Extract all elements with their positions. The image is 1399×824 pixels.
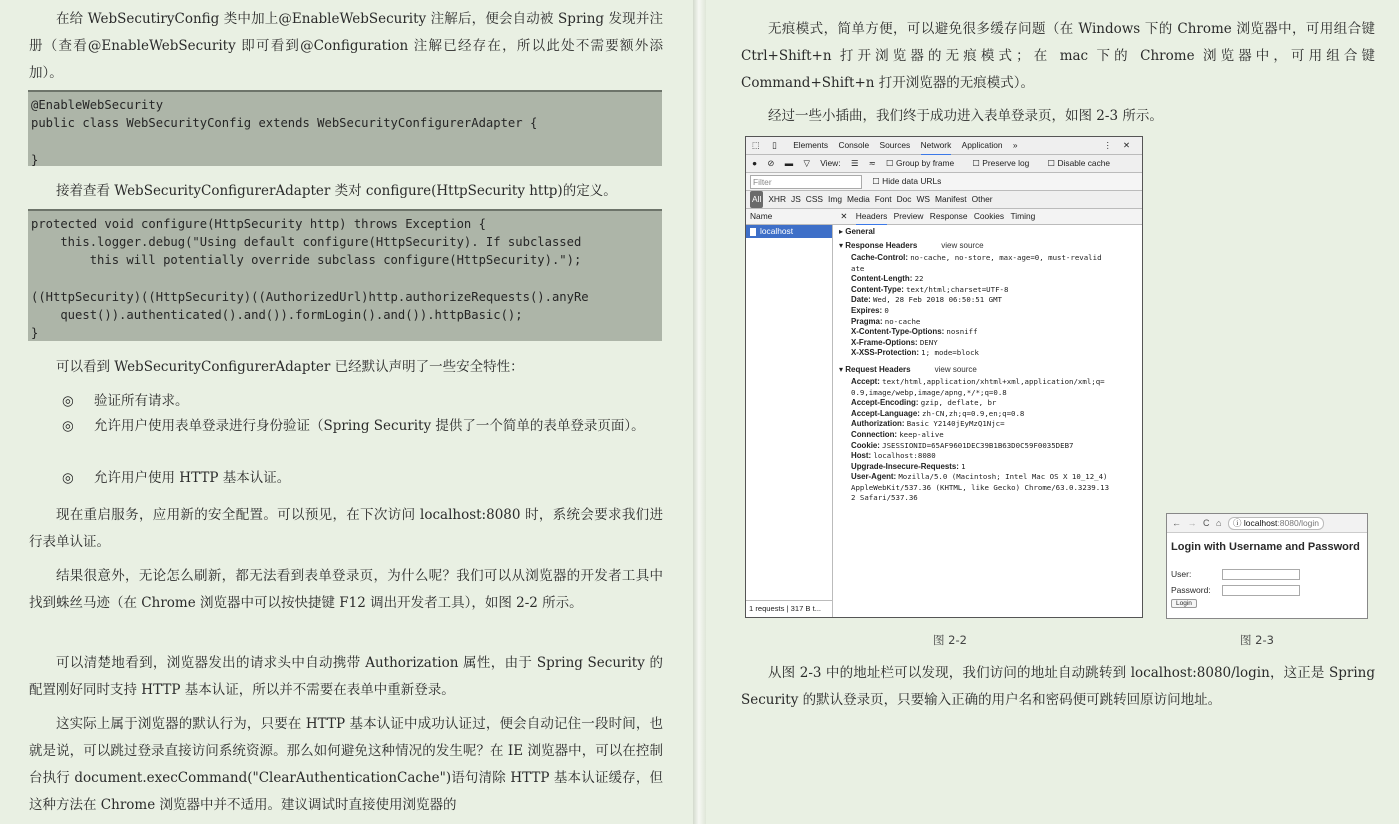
- header-value: Wed, 28 Feb 2018 06:50:51 GMT: [872, 295, 1002, 305]
- code-block-annotation: @EnableWebSecurity public class WebSecurityConfig extends WebSecurityConfigurerAdapter { }: [28, 90, 662, 166]
- login-screenshot: [1166, 513, 1368, 619]
- figure-caption: 图 2-3: [1240, 633, 1274, 647]
- header-value: AppleWebKit/537.36 (KHTML, like Gecko) Chrome/63.0.3239.13: [851, 482, 1110, 492]
- browser-toolbar: [1167, 514, 1367, 533]
- header-key: X-Frame-Options:: [851, 337, 918, 347]
- preserve-log-checkbox[interactable]: ☐ Preserve log: [972, 155, 1037, 172]
- waterfall-icon[interactable]: ≂: [868, 158, 876, 168]
- header-row: [833, 327, 1142, 338]
- header-value: 2 Safari/537.36: [851, 493, 918, 503]
- bullet-icon: ◎: [62, 393, 74, 409]
- header-row: [833, 377, 1142, 388]
- column-header-bar: [746, 209, 1142, 225]
- tab-console[interactable]: Console: [838, 140, 870, 150]
- home-icon[interactable]: ⌂: [1216, 518, 1222, 528]
- response-headers-list: [833, 253, 1142, 359]
- filter-input[interactable]: Filter: [750, 175, 862, 189]
- paragraph: 可以清楚地看到，浏览器发出的请求头中自动携带 Authorization 属性，由于 Spring Security 的配置刚好同时支持 HTTP 基本认证，所以并不需要在表单中重新登录。: [29, 655, 663, 698]
- clear-icon[interactable]: ⊘: [767, 158, 775, 168]
- header-key: Expires:: [851, 305, 883, 315]
- filter-font[interactable]: Font: [874, 194, 892, 204]
- close-detail-icon[interactable]: ✕: [840, 211, 848, 221]
- paragraph: 现在重启服务，应用新的安全配置。可以预见，在下次访问 localhost:8080 时，系统会要求我们进行表单认证。: [29, 507, 663, 550]
- code-block-configure: protected void configure(HttpSecurity http) throws Exception { this.logger.debug("Using default configure(HttpSecurity). If subclassed this will potentially override subclass configure(HttpSecurity)."); ((HttpSecurity)((HttpSecurity)((AuthorizedUrl)http.authorizeRequests().anyRe quest()).authenticated().and()).formLogin().and()).httpBasic(); }: [28, 209, 662, 341]
- filter-ws[interactable]: WS: [916, 194, 930, 204]
- tab-application[interactable]: Application: [961, 140, 1003, 150]
- header-key: Pragma:: [851, 316, 883, 326]
- header-value: DENY: [919, 337, 938, 347]
- paragraph: 在给 WebSecutiryConfig 类中加上@EnableWebSecurity 注解后，便会自动被 Spring 发现并注册（查看@EnableWebSecurity 即可看到@Configuration 注解已经存在，所以此处不需要额外添加）。: [29, 11, 663, 81]
- hide-data-urls-label: Hide data URLs: [882, 176, 942, 186]
- header-row: [833, 398, 1142, 409]
- device-icon[interactable]: ▯: [772, 140, 777, 150]
- tab-elements[interactable]: Elements: [793, 140, 829, 150]
- header-key: X-Content-Type-Options:: [851, 327, 945, 337]
- forward-icon[interactable]: →: [1187, 518, 1197, 528]
- header-row: [833, 338, 1142, 349]
- paragraph: 经过一些小插曲，我们终于成功进入表单登录页，如图 2-3 所示。: [768, 108, 1163, 124]
- filter-css[interactable]: CSS: [805, 194, 824, 204]
- header-key: Accept:: [851, 376, 880, 386]
- close-icon[interactable]: ✕: [1122, 140, 1130, 150]
- header-value: Basic Y2140jEyMzQ1Njc=: [906, 419, 1005, 429]
- group-by-frame-label: Group by frame: [895, 158, 955, 168]
- inspect-icon[interactable]: ⬚: [752, 140, 760, 150]
- paragraph: 接着查看 WebSecurityConfigurerAdapter 类对 configure(HttpSecurity http)的定义。: [56, 183, 617, 199]
- header-value: text/html,application/xhtml+xml,application/xml;q=: [882, 376, 1105, 386]
- paragraph: 可以看到 WebSecurityConfigurerAdapter 已经默认声明了一些安全特性：: [56, 359, 524, 375]
- headers-panel: [833, 225, 1142, 617]
- response-headers-section[interactable]: [833, 239, 1142, 253]
- book-gutter: [693, 0, 706, 824]
- tab-headers[interactable]: Headers: [856, 209, 888, 226]
- bullet-icon: ◎: [62, 418, 74, 434]
- filter-js[interactable]: JS: [791, 194, 801, 204]
- header-key: Accept-Encoding:: [851, 398, 919, 408]
- header-row: [833, 274, 1142, 285]
- list-item-text: 允许用户使用表单登录进行身份验证（Spring Security 提供了一个简单的表单登录页面）。: [94, 418, 645, 434]
- header-row: [833, 419, 1142, 430]
- header-value: gzip, deflate, br: [920, 398, 997, 408]
- info-icon: ⓘ: [1233, 518, 1244, 528]
- devtools-tab-bar: [746, 137, 1142, 155]
- paragraph: 从图 2-3 中的地址栏可以发现，我们访问的地址自动跳转到 localhost:8080/login，这正是 Spring Security 的默认登录页，只要输入正确的用户名和密码便可跳转回原访问地址。: [741, 665, 1375, 708]
- header-row: [833, 409, 1142, 420]
- header-row: [833, 253, 1142, 264]
- header-row: [833, 472, 1142, 483]
- filter-bar: [746, 173, 1142, 191]
- tab-more[interactable]: »: [1012, 140, 1018, 150]
- header-value: localhost:8080: [873, 451, 936, 461]
- tab-cookies[interactable]: Cookies: [973, 211, 1005, 221]
- header-value: nosniff: [946, 327, 978, 337]
- header-row: [833, 285, 1142, 296]
- list-item-text: 验证所有请求。: [94, 393, 189, 409]
- username-input[interactable]: [1222, 569, 1300, 580]
- header-key: Authorization:: [851, 419, 905, 429]
- header-key: Accept-Language:: [851, 408, 920, 418]
- list-item: [62, 413, 662, 467]
- hide-data-urls-checkbox[interactable]: ☐ Hide data URLs: [872, 173, 949, 190]
- header-row: [833, 348, 1142, 359]
- devtools-screenshot: [745, 136, 1143, 618]
- preserve-log-label: Preserve log: [982, 158, 1030, 168]
- response-headers-title: ▾ Response Headers: [839, 241, 918, 250]
- header-value: keep-alive: [899, 429, 944, 439]
- list-item: [62, 388, 662, 415]
- tab-sources[interactable]: Sources: [879, 140, 911, 150]
- header-row: [833, 306, 1142, 317]
- header-key: Cache-Control:: [851, 253, 908, 262]
- filter-doc[interactable]: Doc: [896, 194, 912, 204]
- header-value: zh-CN,zh;q=0.9,en;q=0.8: [922, 408, 1025, 418]
- header-row: [833, 493, 1142, 504]
- left-page: [0, 0, 693, 824]
- tab-network[interactable]: Network: [921, 137, 952, 156]
- request-headers-section[interactable]: [833, 363, 1142, 377]
- header-key: Date:: [851, 295, 871, 305]
- tab-preview[interactable]: Preview: [893, 211, 924, 221]
- paragraph: 这实际上属于浏览器的默认行为，只要在 HTTP 基本认证中成功认证过，便会自动记住一段时间，也就是说，可以跳过登录直接访问系统资源。那么如何避免这种情况的发生呢？在 IE 浏览器中，可以在控制台执行 document.execCommand("ClearAuthenticationCache")语句清除 HTTP 基本认证缓存，但这种方法在 Chrome 浏览器中并不适用。建议调试时直接使用浏览器的: [29, 716, 663, 813]
- url-path: :8080/login: [1277, 518, 1320, 528]
- group-by-frame-checkbox[interactable]: ☐ Group by frame: [886, 155, 962, 172]
- header-key: User-Agent:: [851, 472, 897, 482]
- address-bar[interactable]: [1228, 517, 1324, 530]
- view-source-link[interactable]: view source: [934, 364, 977, 374]
- filter-xhr[interactable]: XHR: [768, 194, 786, 204]
- login-button[interactable]: Login: [1171, 599, 1197, 608]
- header-value: 0.9,image/webp,image/apng,*/*;q=0.8: [851, 387, 1007, 397]
- view-label: View:: [820, 158, 841, 168]
- login-heading: Login with Username and Password: [1171, 541, 1360, 553]
- status-bar: 1 requests | 317 B t...: [746, 600, 835, 617]
- type-filter-bar: [746, 191, 1142, 209]
- header-key: X-XSS-Protection:: [851, 348, 919, 358]
- header-row: [833, 430, 1142, 441]
- filter-all[interactable]: All: [750, 191, 763, 208]
- header-row: [833, 441, 1142, 452]
- password-input[interactable]: [1222, 585, 1300, 596]
- request-list: [746, 225, 833, 617]
- header-value: no-cache, no-store, max-age=0, must-revalid: [910, 253, 1102, 262]
- kebab-menu-icon[interactable]: ⋮: [1103, 140, 1112, 150]
- header-row: [833, 295, 1142, 306]
- view-source-link[interactable]: view source: [941, 241, 984, 250]
- header-value: JSESSIONID=65AF9601DEC39B1B63D0C59F0035DEB7: [882, 440, 1074, 450]
- header-row: [833, 388, 1142, 399]
- header-value: ate: [851, 263, 865, 273]
- header-value: 0: [884, 305, 889, 315]
- header-value: 22: [914, 274, 924, 284]
- header-value: text/html;charset=UTF-8: [906, 284, 1009, 294]
- filter-img[interactable]: Img: [828, 194, 842, 204]
- request-headers-list: [833, 377, 1142, 504]
- list-view-icon[interactable]: ☰: [850, 158, 859, 168]
- header-row: [833, 483, 1142, 494]
- header-key: Content-Length:: [851, 274, 913, 284]
- request-headers-title: ▾ Request Headers: [839, 364, 911, 374]
- request-name: localhost: [760, 226, 794, 236]
- paragraph: 结果很意外，无论怎么刷新，都无法看到表单登录页，为什么呢？我们可以从浏览器的开发者工具中找到蛛丝马迹（在 Chrome 浏览器中可以按快捷键 F12 调出开发者工具），如图 2-2 所示。: [29, 568, 663, 611]
- list-item: [62, 465, 662, 492]
- password-label: Password:: [1171, 585, 1211, 595]
- header-row: [833, 451, 1142, 462]
- header-key: Upgrade-Insecure-Requests:: [851, 461, 959, 471]
- camera-icon[interactable]: ▬: [784, 158, 794, 168]
- header-value: Mozilla/5.0 (Macintosh; Intel Mac OS X 10_12_4): [898, 472, 1108, 482]
- header-key: Cookie:: [851, 440, 880, 450]
- tab-response[interactable]: Response: [929, 211, 968, 221]
- name-column-header[interactable]: Name: [750, 211, 773, 221]
- header-row: [833, 317, 1142, 328]
- list-item-text: 允许用户使用 HTTP 基本认证。: [94, 470, 291, 486]
- filter-icon[interactable]: ▽: [803, 158, 810, 168]
- figure-caption: 图 2-2: [933, 633, 967, 647]
- header-value: 1: [961, 461, 966, 471]
- header-key: Content-Type:: [851, 284, 904, 294]
- user-label: User:: [1171, 569, 1192, 579]
- network-toolbar: [746, 155, 1142, 173]
- filter-manifest[interactable]: Manifest: [934, 194, 967, 204]
- header-key: Connection:: [851, 429, 898, 439]
- header-row: [833, 462, 1142, 473]
- tab-timing[interactable]: Timing: [1010, 211, 1036, 221]
- disable-cache-label: Disable cache: [1057, 158, 1111, 168]
- header-key: Host:: [851, 451, 872, 461]
- reload-icon[interactable]: C: [1203, 518, 1210, 528]
- general-section-toggle[interactable]: ▸ General: [839, 227, 876, 236]
- request-row[interactable]: [746, 225, 832, 238]
- bullet-icon: ◎: [62, 470, 74, 486]
- filter-other[interactable]: Other: [971, 194, 993, 204]
- filter-media[interactable]: Media: [846, 194, 870, 204]
- document-icon: [750, 228, 756, 236]
- header-value: 1; mode=block: [921, 348, 980, 358]
- paragraph: 无痕模式，简单方便，可以避免很多缓存问题（在 Windows 下的 Chrome 浏览器中，可用组合键 Ctrl+Shift+n 打开浏览器的无痕模式；在 mac 下的 Chrome 浏览器中，可用组合键 Command+Shift+n 打开浏览器的无痕模式）。: [741, 21, 1375, 91]
- disable-cache-checkbox[interactable]: ☐ Disable cache: [1048, 155, 1118, 172]
- header-value: no-cache: [884, 316, 921, 326]
- url-host: localhost: [1243, 518, 1278, 528]
- back-icon[interactable]: ←: [1172, 518, 1181, 528]
- record-icon[interactable]: ●: [752, 158, 758, 168]
- header-row: [833, 264, 1142, 275]
